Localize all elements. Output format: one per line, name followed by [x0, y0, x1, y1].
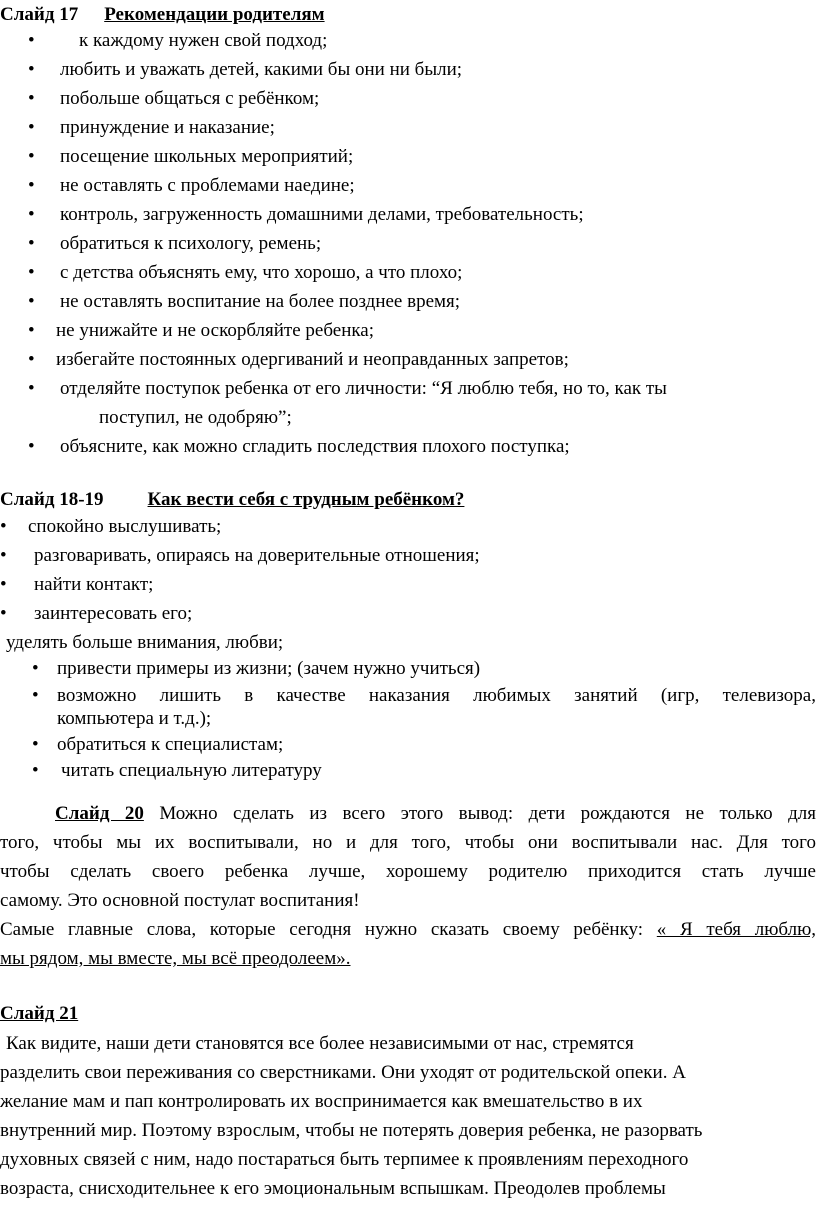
- slide-18-19-heading: [0, 489, 464, 511]
- slide-18-19-number: Слайд 18-19: [0, 489, 104, 510]
- slide-21-paragraph: [0, 1029, 816, 1203]
- underlined-quote-continuation: мы рядом, мы вместе, мы всё преодолеем».: [0, 948, 351, 969]
- slide-17-heading: [0, 4, 325, 26]
- paragraph-line: возраста, снисходительнее к его эмоциональным вспышкам. Преодолев проблемы: [0, 1178, 666, 1199]
- plain-line: уделять больше внимания, любви;: [6, 632, 284, 653]
- document-page: Слайд 17 Рекомендации родителям • к каждому нужен свой подход; • любить и уважать детей, какими бы они ни были; • побольше общаться с ребёнком; • принуждение и наказание; • посещение школьных мероприятий; • не оставлять с проблемами наедине; • контроль, загруженность домашними делами, требовательность; • обратиться к психологу, ремень; • с детства объяснять ему, что хорошо, а что плохо; • не оставлять воспитание на более позднее время; • не унижайте и не оскорбляйте ребенка; • избегайте постоянных одергиваний и неоправданных запретов; • отделяйте поступок ребенка от его личности: “Я люблю тебя, но то, как ты поступил, не одобряю”; • объясните, как можно сгладить последствия плохого поступка; Слайд 18-19 Как вести себя с трудным ребёнком? • спокойно выслушивать; • разговаривать, опираясь на доверительные отношения; • найти контакт; • заинтересовать его; уделять больше внимания, любви; • привести примеры из жизни; (зачем нужно учиться) • возможно лишить в качестве наказания любимых занятий (игр, телевизора, компьютера и т.д.); • обратиться к специалистам; • читать специальную литературу Слайд 20 Можно сделать из всего этого вывод: дети рождаются не только для того, чтобы мы их воспитывали, но и для того, чтобы они воспитывали нас. Для того чтобы сделать своего ребенка лучше, хорошему родителю приходится стать лучше самому. Это основной постулат воспитания! Самые главные слова, которые сегодня нужно сказать своему ребёнку: « Я тебя люблю, мы рядом, мы вместе, мы всё преодолеем». Слайд 21 Как видите, наши дети становятся все более независимыми от нас, стремятся разделить свои переживания со сверстниками. Они уходят от родительской опеки. А желание мам и пап контролировать их воспринимается как вмешательство в их внутренний мир. Поэтому взрослым, чтобы не потерять доверия ребенка, не разорвать духовных связей с ним, надо постараться быть терпимее к проявлениям переходного возраста, снисходительнее к его эмоциональным вспышкам. Преодолев проблемы: [0, 0, 816, 1220]
- slide-20-label: Слайд 20: [55, 803, 144, 824]
- paragraph-line: духовных связей с ним, надо постараться быть терпимее к проявлениям переходного: [0, 1149, 689, 1170]
- underlined-quote: « Я тебя люблю,: [656, 919, 816, 940]
- paragraph-line: самому. Это основной постулат воспитания!: [0, 890, 360, 911]
- paragraph-line: внутренний мир. Поэтому взрослым, чтобы не потерять доверия ребенка, не разорвать: [0, 1120, 703, 1141]
- paragraph-line: желание мам и пап контролировать их воспринимается как вмешательство в их: [0, 1091, 643, 1112]
- slide-17-number: Слайд 17: [0, 4, 79, 25]
- slide-21-heading: Слайд 21: [0, 1003, 79, 1024]
- paragraph-line: Слайд 20 Можно сделать из всего этого вывод: дети рождаются не только для: [55, 803, 816, 824]
- paragraph-line: чтобы сделать своего ребенка лучше, хорошему родителю приходится стать лучше: [0, 861, 816, 882]
- paragraph-line: того, чтобы мы их воспитывали, но и для того, чтобы они воспитывали нас. Для того: [0, 832, 816, 853]
- list-item-continuation: поступил, не одобряю”;: [99, 407, 292, 428]
- paragraph-line: Самые главные слова, которые сегодня нужно сказать своему ребёнку: « Я тебя люблю,: [0, 919, 816, 940]
- slide-17-title: Рекомендации родителям: [104, 4, 325, 25]
- slide-18-19-title: Как вести себя с трудным ребёнком?: [147, 489, 465, 510]
- list-item-continuation: компьютера и т.д.);: [57, 708, 212, 729]
- paragraph-line: Как видите, наши дети становятся все более независимыми от нас, стремятся: [6, 1033, 634, 1054]
- slide-20-paragraph: [0, 799, 816, 973]
- paragraph-line: разделить свои переживания со сверстниками. Они уходят от родительской опеки. А: [0, 1062, 686, 1083]
